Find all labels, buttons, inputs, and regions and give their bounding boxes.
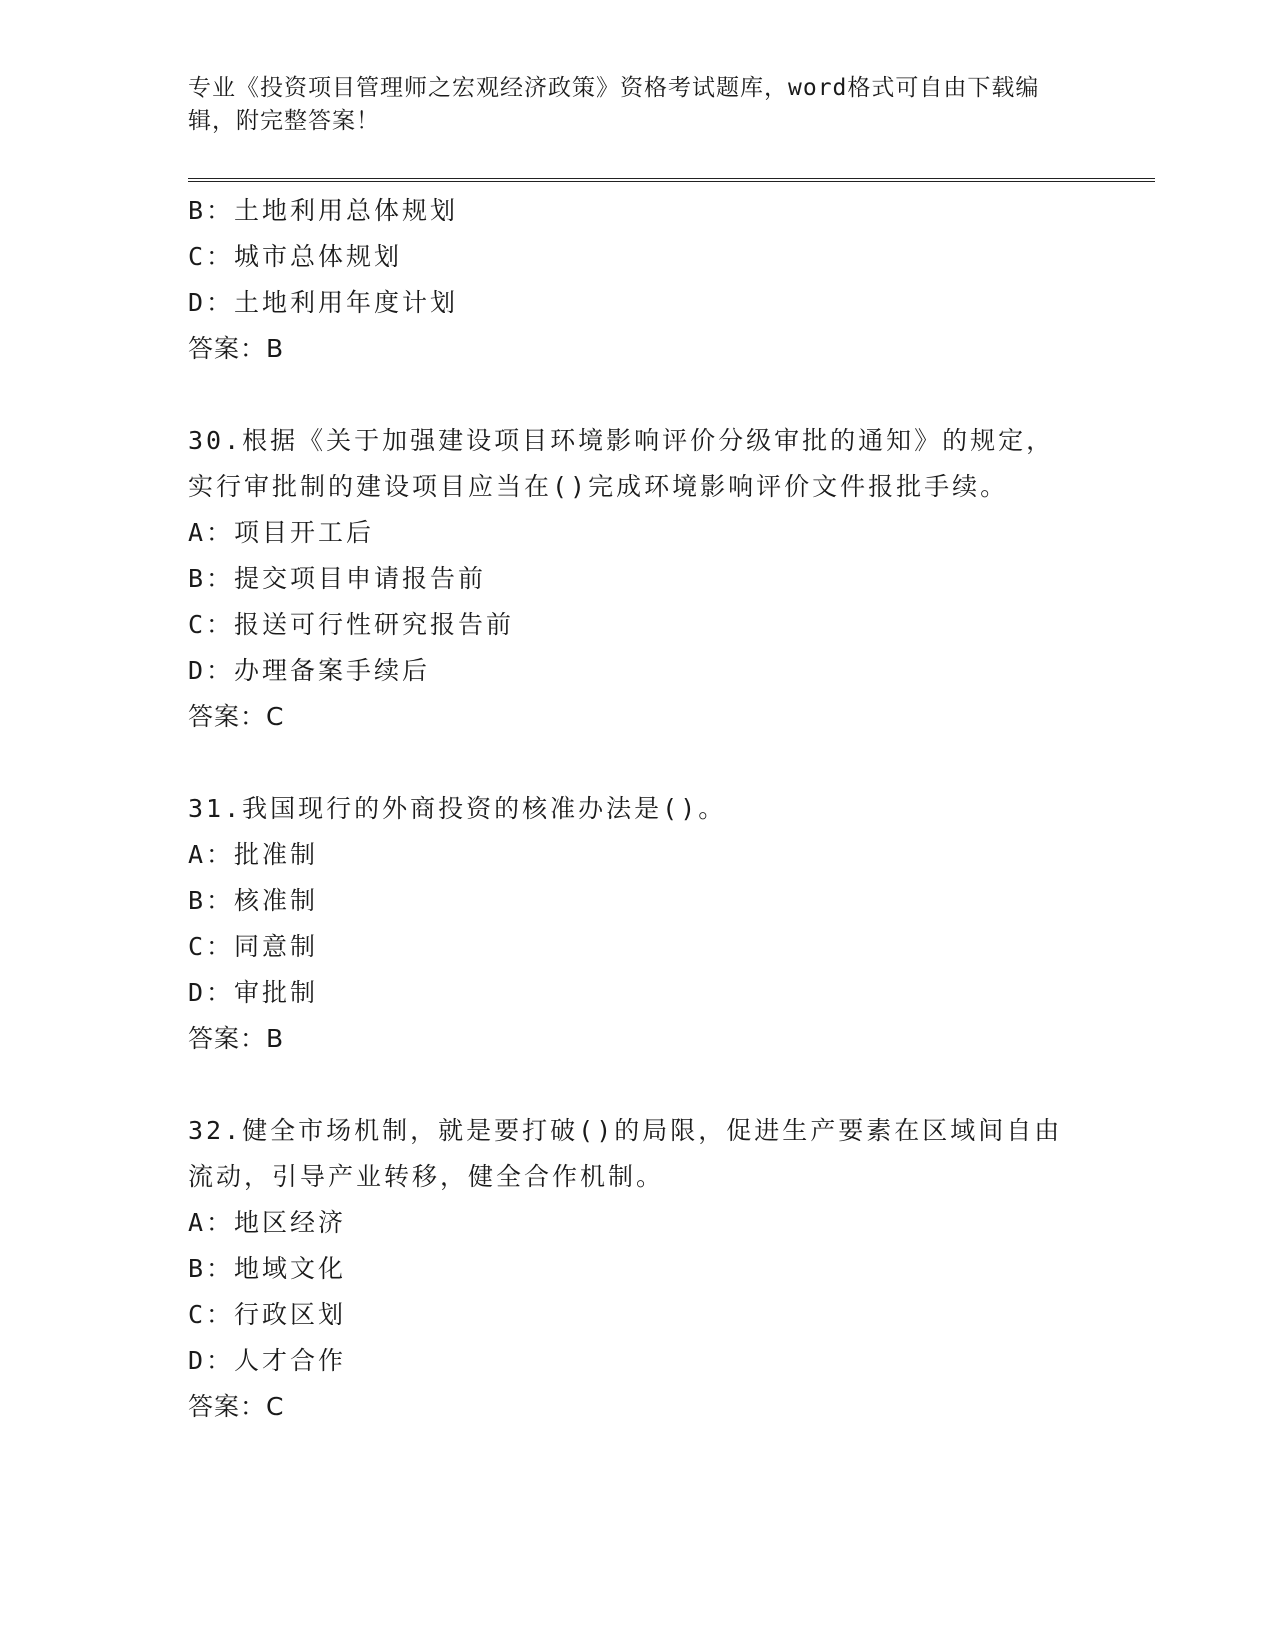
option-d: D：审批制 (188, 978, 319, 1007)
option-c: C：报送可行性研究报告前 (188, 610, 515, 639)
question-text: 流动，引导产业转移，健全合作机制。 (188, 1162, 665, 1191)
option-d: D：人才合作 (188, 1346, 347, 1375)
option-b: B：提交项目申请报告前 (188, 564, 487, 593)
option-d: D：办理备案手续后 (188, 656, 431, 685)
option-c: C：行政区划 (188, 1300, 347, 1329)
header-divider (188, 178, 1155, 182)
spacer (188, 740, 1148, 786)
question-block-prev (188, 188, 1148, 372)
answer-line: 答案：B (188, 334, 285, 363)
spacer (188, 1062, 1148, 1108)
question-text: 实行审批制的建设项目应当在()完成环境影响评价文件报批手续。 (188, 472, 1009, 501)
question-block-31 (188, 786, 1148, 1062)
option-a: A：批准制 (188, 840, 319, 869)
option-b: B：地域文化 (188, 1254, 347, 1283)
option-b: B：土地利用总体规划 (188, 196, 459, 225)
spacer (188, 372, 1148, 418)
question-block-32 (188, 1108, 1148, 1430)
question-list (188, 188, 1148, 1430)
option-d: D：土地利用年度计划 (188, 288, 459, 317)
question-text: 31.我国现行的外商投资的核准办法是()。 (188, 794, 727, 823)
option-c: C：同意制 (188, 932, 319, 961)
header-line-2: 辑，附完整答案！ (188, 108, 380, 134)
answer-line: 答案：C (188, 702, 285, 731)
answer-line: 答案：C (188, 1392, 285, 1421)
answer-line: 答案：B (188, 1024, 285, 1053)
header-line-1: 专业《投资项目管理师之宏观经济政策》资格考试题库，word格式可自由下载编 (188, 75, 1040, 101)
document-header (188, 72, 1088, 138)
option-a: A：地区经济 (188, 1208, 347, 1237)
option-a: A：项目开工后 (188, 518, 375, 547)
option-c: C：城市总体规划 (188, 242, 403, 271)
question-text: 32.健全市场机制，就是要打破()的局限，促进生产要素在区域间自由 (188, 1116, 1063, 1145)
question-block-30 (188, 418, 1148, 740)
question-text: 30.根据《关于加强建设项目环境影响评价分级审批的通知》的规定， (188, 426, 1055, 455)
option-b: B：核准制 (188, 886, 319, 915)
